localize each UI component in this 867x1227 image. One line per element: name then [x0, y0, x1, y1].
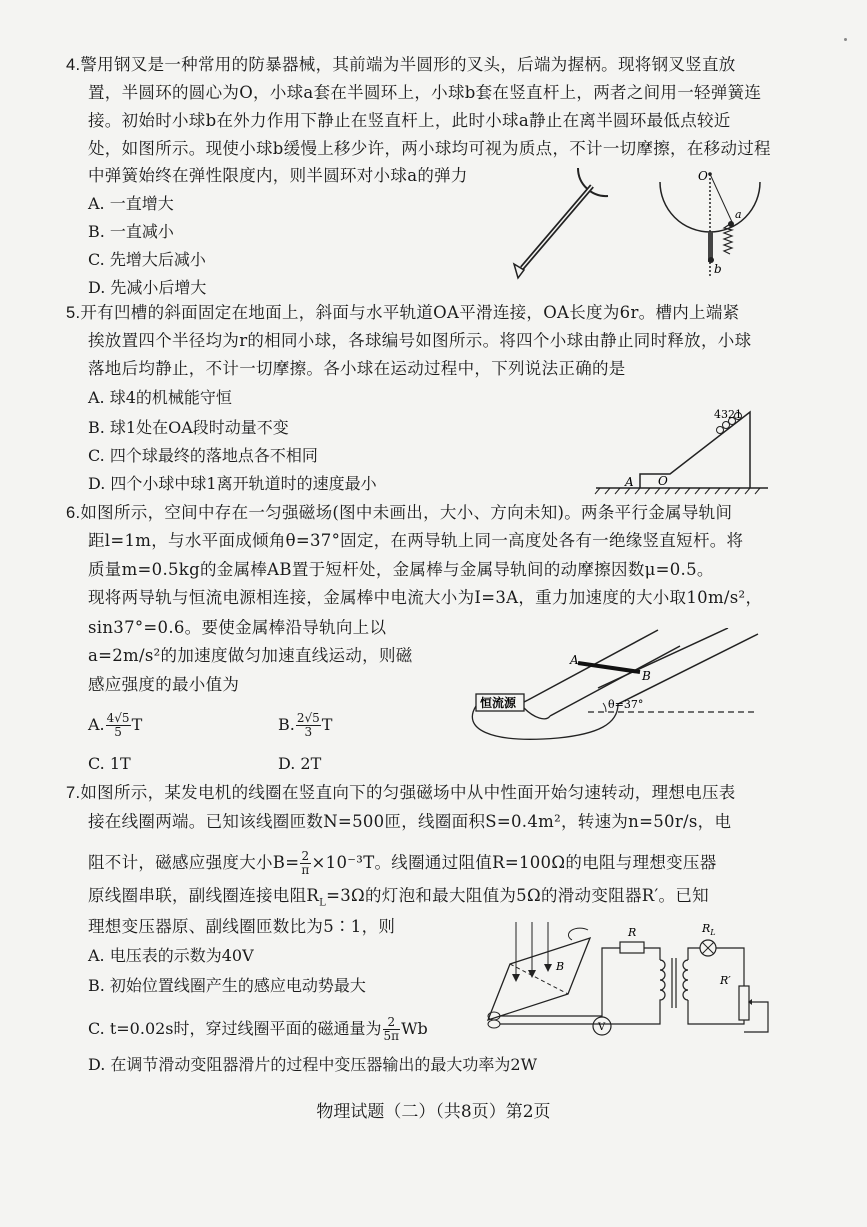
q4-number: 4.: [66, 56, 81, 74]
q5-label-o: O: [658, 474, 668, 488]
q6-number: 6.: [66, 504, 81, 522]
q4-option-c: C. 先增大后减小: [88, 250, 206, 269]
q7-line-3-post: ×10⁻³T。线圈通过阻值R=100Ω的电阻与理想变压器: [311, 853, 717, 872]
q7-line-4-sub: L: [319, 897, 327, 909]
q4-text-1: 警用钢叉是一种常用的防暴器械，其前端为半圆形的叉头，后端为握柄。现将钢叉竖直放: [80, 55, 736, 74]
q5-incline-figure: [592, 388, 772, 498]
q4-line-4: 处，如图所示。现使小球b缓慢上移少许，两小球均可视为质点，不计一切摩擦，在移动过程: [88, 139, 771, 158]
q4-line-1: [66, 55, 736, 75]
q5-ball-labels: 4321: [714, 408, 742, 421]
q7-label-rl-sub: L: [710, 928, 716, 937]
q7-option-b: B. 初始位置线圈产生的感应电动势最大: [88, 976, 366, 995]
q6-line-5: sin37°=0.6。要使金属棒沿导轨向上以: [88, 618, 387, 637]
q6-option-a-num: 4√5: [106, 711, 130, 725]
q7-line-1: [66, 783, 736, 803]
q6-option-a-den: 5: [114, 725, 122, 739]
q6-option-a-unit: T: [131, 715, 143, 734]
q7-line-3: [88, 850, 717, 877]
q7-option-c-num: 2: [383, 1016, 401, 1030]
q6-label-a: A: [570, 653, 579, 667]
q4-line-5: 中弹簧始终在弹性限度内，则半圆环对小球a的弹力: [88, 166, 468, 185]
q4-fork-figure: [500, 160, 620, 290]
q6-source-label: 恒流源: [480, 696, 517, 710]
q5-text-1: 开有凹槽的斜面固定在地面上，斜面与水平轨道OA平滑连接，OA长度为6r。槽内上端紧: [80, 303, 740, 322]
q7-label-rl: [701, 922, 716, 937]
q7-label-v: V: [598, 1022, 606, 1033]
q7-option-d: D. 在调节滑动变阻器滑片的过程中变压器输出的最大功率为2W: [88, 1055, 538, 1074]
q4-line-3: 接。初始时小球b在外力作用下静止在竖直杆上，此时小球a静止在离半圆环最低点较近: [88, 111, 731, 130]
q6-option-c: C. 1T: [88, 754, 131, 773]
q7-line-5: 理想变压器原、副线圈匝数比为5∶1，则: [88, 917, 396, 936]
q7-option-c-den: 5π: [383, 1029, 400, 1043]
q7-b-fraction: [300, 850, 310, 877]
q6-line-6: a=2m/s²的加速度做匀加速直线运动，则磁: [88, 646, 413, 665]
q6-line-2: 距l=1m，与水平面成倾角θ=37°固定，在两导轨上同一高度处各有一绝缘竖直短杆。将: [88, 531, 744, 550]
q6-option-b-fraction: [296, 712, 321, 739]
q7-line-3-pre: 阻不计，磁感应强度大小B=: [88, 853, 300, 872]
q4-label-b: b: [714, 262, 722, 276]
q6-angle-label: θ=37°: [608, 698, 644, 711]
q6-option-a-fraction: [106, 712, 131, 739]
q7-line-4-pre: 原线圈串联，副线圈连接电阻R: [88, 886, 320, 905]
q6-option-a-label: A.: [88, 715, 105, 734]
q6-label-b: B: [642, 669, 651, 683]
q7-number: 7.: [66, 784, 81, 802]
q7-line-4-post: =3Ω的灯泡和最大阻值为5Ω的滑动变阻器R′。已知: [326, 886, 709, 905]
q4-ring-figure: [650, 160, 770, 290]
q6-option-b-den: 3: [304, 725, 313, 739]
q6-rails-figure: [468, 628, 768, 750]
q7-text-1: 如图所示，某发电机的线圈在竖直向下的匀强磁场中从中性面开始匀速转动，理想电压表: [80, 783, 736, 802]
q5-label-a: A: [625, 475, 634, 489]
q5-line-2: 挨放置四个半径均为r的相同小球，各球编号如图所示。将四个小球由静止同时释放，小球: [88, 331, 752, 350]
q7-line-4: [88, 886, 709, 913]
page-footer: 物理试题（二）（共8页）第2页: [316, 1102, 551, 1122]
q6-option-b-unit: T: [321, 715, 333, 734]
q5-line-1: [66, 303, 739, 323]
q5-option-b: B. 球1处在OA段时动量不变: [88, 418, 289, 437]
q5-line-3: 落地后均静止，不计一切摩擦。各小球在运动过程中，下列说法正确的是: [88, 359, 626, 378]
q7-b-num: 2: [301, 849, 310, 863]
q7-label-rl-main: R: [702, 922, 711, 935]
q5-option-a: A. 球4的机械能守恒: [88, 388, 232, 407]
q4-line-2: 置，半圆环的圆心为O，小球a套在半圆环上，小球b套在竖直杆上，两者之间用一轻弹簧连: [88, 83, 762, 102]
q6-line-7: 感应强度的最小值为: [88, 675, 240, 694]
q6-option-b-label: B.: [278, 715, 295, 734]
scan-speck: [844, 38, 847, 41]
q6-text-1: 如图所示，空间中存在一匀强磁场(图中未画出，大小、方向未知)。两条平行金属导轨间: [80, 503, 733, 522]
q7-label-b: B: [556, 960, 565, 973]
q7-option-c-unit: Wb: [401, 1019, 428, 1038]
q4-option-a: A. 一直增大: [88, 194, 174, 213]
q7-option-c-fraction: [383, 1016, 401, 1043]
q7-line-2: 接在线圈两端。已知该线圈匝数N=500匝，线圈面积S=0.4m²，转速为n=50r/s，电: [88, 812, 732, 831]
q5-number: 5.: [66, 304, 81, 322]
q4-label-o: O: [698, 169, 708, 183]
q6-line-1: [66, 503, 732, 523]
q6-option-b-num: 2√5: [296, 711, 320, 725]
q7-label-rp: R′: [720, 974, 731, 987]
q4-label-a: a: [735, 208, 742, 221]
q7-option-c: [88, 1016, 428, 1043]
q6-option-a: [88, 712, 142, 739]
q7-option-a: A. 电压表的示数为40V: [88, 946, 254, 965]
q4-option-b: B. 一直减小: [88, 222, 174, 241]
q4-option-d: D. 先减小后增大: [88, 278, 207, 297]
q5-option-c: C. 四个球最终的落地点各不相同: [88, 446, 318, 465]
q6-line-4: 现将两导轨与恒流电源相连接，金属棒中电流大小为I=3A，重力加速度的大小取10m/s²，: [88, 588, 763, 607]
q7-generator-circuit-figure: [480, 920, 780, 1050]
q6-option-d: D. 2T: [278, 754, 322, 773]
q7-label-r: R: [628, 926, 637, 939]
q6-line-3: 质量m=0.5kg的金属棒AB置于短杆处，金属棒与金属导轨间的动摩擦因数μ=0.5。: [88, 560, 714, 579]
q5-option-d: D. 四个小球中球1离开轨道时的速度最小: [88, 474, 377, 493]
q6-option-b: [278, 712, 332, 739]
q7-b-den: π: [301, 863, 310, 877]
q7-option-c-pre: C. t=0.02s时，穿过线圈平面的磁通量为: [88, 1019, 382, 1038]
